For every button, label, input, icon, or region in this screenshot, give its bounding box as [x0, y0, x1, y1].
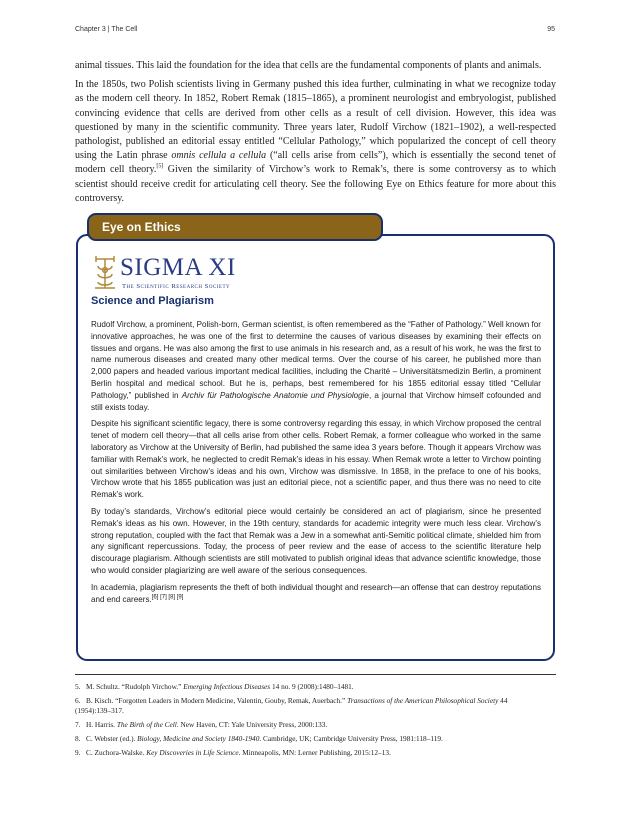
feature-body — [91, 319, 541, 610]
body-text — [75, 59, 556, 211]
footnote-text: H. Harris. — [86, 720, 117, 729]
para2-text-c: Given the similarity of Virchow’s work to Remak’s, there is some controversy as to which scientist should receive credit for articulating cell theory. See the following Eye on Ethics feature for more about this controversy. — [75, 164, 556, 204]
footnote-number: 5. — [75, 682, 81, 691]
feature-paragraph-4 — [91, 582, 541, 606]
footnote-source-title: The Birth of the Cell — [116, 720, 177, 729]
footnote-source-title: Key Discoveries in Life Science — [146, 748, 239, 757]
latin-phrase: omnis cellula a cellula — [171, 150, 267, 162]
journal-title: Archiv für Pathologische Anatomie und Physiologie — [181, 390, 369, 400]
footnote-text: C. Zuchora-Walske. — [86, 748, 147, 757]
footnote-item — [75, 696, 545, 716]
footnote-text: C. Webster (ed.). — [86, 734, 138, 743]
page-number: 95 — [547, 26, 555, 33]
chapter-label: Chapter 3 | The Cell — [75, 26, 138, 33]
footnotes-list — [75, 682, 545, 762]
logo-subtitle: The Scientific Research Society — [122, 283, 231, 290]
feature-p1-text-a: Rudolf Virchow, a prominent, Polish-born, German scientist, is often remembered as the “Father of Pathology.” Well known for innovative approaches, he was one of the first to determine the causes of various diseases by examining their effects on tissues and organs. He was also among the first to use animals in his research and, as a result of his work, he was the first to name numerous diseases and created many other medical terms. Over the course of his career, he published more than 2,000 papers and headed various important medical facilities, including the Charité – Universitätsmedizin Berlin, a prominent Berlin hospital and medical school. But he is, perhaps, best remembered for his 1855 editorial essay titled “Cellular Pathology,” published in — [91, 320, 541, 400]
body-paragraph-1: animal tissues. This laid the foundation for the idea that cells are the fundamental components of plants and animals. — [75, 60, 542, 71]
para2-text-b: (“all cells arise from cells”), which is essentially the second tenet of modern cell theory. — [75, 150, 556, 176]
reference-links-6-9[interactable]: [6] [7] [8] [9] — [151, 593, 184, 600]
footnote-number: 7. — [75, 720, 81, 729]
footnote-text: 14 no. 9 (2008):1480–1481. — [270, 682, 354, 691]
footnote-text: . Cambridge, UK; Cambridge University Press, 1981:118–119. — [259, 734, 443, 743]
sigma-xi-emblem-icon — [92, 252, 118, 292]
feature-paragraph-1 — [91, 319, 541, 413]
footnote-source-title: Transactions of the American Philosophical Society — [347, 696, 499, 705]
feature-paragraph-2: Despite his significant scientific legacy, there is some controversy regarding this essay, in which Virchow proposed the central tenet of modern cell theory—that all cells arise from other cells. Robert Remak, a former colleague who worked in the same laboratory as Virchow at the University of Berlin, had published the same idea 3 years before. Though it appears Virchow was familiar with Remak’s work, he neglected to credit Remak’s ideas in his essay. When Remak wrote a letter to Virchow pointing out similarities between Virchow’s ideas and his own, Virchow was dismissive. In 1858, in the preface to one of his books, Virchow wrote that his 1855 publication was just an editorial piece, not a scientific paper, and thus there was no need to cite Remak’s work. — [91, 419, 541, 500]
footnote-source-title: Biology, Medicine and Society 1840-1940 — [137, 734, 260, 743]
feature-tab-label: Eye on Ethics — [102, 220, 181, 234]
footnote-item — [75, 720, 545, 730]
footnote-item — [75, 734, 545, 744]
feature-p1-text-b: , a journal that Virchow himself cofounded and still exists today. — [91, 390, 541, 412]
footnote-item — [75, 682, 545, 692]
footnote-item — [75, 748, 545, 758]
feature-title: Science and Plagiarism — [91, 295, 214, 307]
body-paragraph-2 — [75, 78, 556, 206]
para2-text-a: In the 1850s, two Polish scientists living in Germany pushed this idea further, culminating in what we recognize today as the modern cell theory. In 1852, Robert Remak (1815–1865), a prominent neurologist and embryologist, published convincing evidence that cells are derived from other cells as a result of cell division. However, this idea was questioned by many in the scientific community. Three years later, Rudolf Virchow (1821–1902), a well-respected pathologist, published an editorial essay entitled “Cellular Pathology,” which popularized the concept of cell theory using the Latin phrase — [75, 79, 556, 162]
sigma-xi-logo — [92, 252, 292, 294]
logo-name: SIGMA XI — [120, 254, 236, 281]
footnote-text: B. Kisch. “Forgotten Leaders in Modern Medicine, Valentin, Gouby, Remak, Auerbach.” — [86, 696, 348, 705]
footnote-number: 9. — [75, 748, 81, 757]
footnote-text: M. Schultz. “Rudolph Virchow.” — [86, 682, 184, 691]
reference-link-5[interactable]: [5] — [156, 164, 164, 171]
feature-p4-text: In academia, plagiarism represents the theft of both individual thought and research—an offense that can destroy reputations and end careers. — [91, 582, 541, 604]
eye-on-ethics-tab — [87, 213, 383, 241]
footnote-text: 44 (1954):139–317. — [75, 696, 508, 715]
running-header — [75, 26, 555, 38]
footnote-number: 8. — [75, 734, 81, 743]
footnote-text: . Minneapolis, MN: Lerner Publishing, 2015:12–13. — [238, 748, 391, 757]
footnote-number: 6. — [75, 696, 81, 705]
feature-paragraph-3: By today’s standards, Virchow’s editorial piece would certainly be considered an act of plagiarism, since he presented Remak’s ideas as his own. However, in the 19th century, standards for academic integrity were much less clear. Virchow’s strong reputation, coupled with the fact that Remak was a Jew in a somewhat anti-Semitic political climate, shielded him from any significant repercussions. Today, the process of peer review and the ease of access to the scientific literature help discourage plagiarism. Although scientists are still motivated to publish original ideas that advance scientific knowledge, those who would consider plagiarizing are well aware of the serious consequences. — [91, 506, 541, 575]
footnote-divider — [75, 674, 556, 675]
eye-on-ethics-box — [76, 234, 555, 661]
footnote-source-title: Emerging Infectious Diseases — [183, 682, 271, 691]
footnote-text: . New Haven, CT: Yale University Press, 2000:133. — [176, 720, 328, 729]
